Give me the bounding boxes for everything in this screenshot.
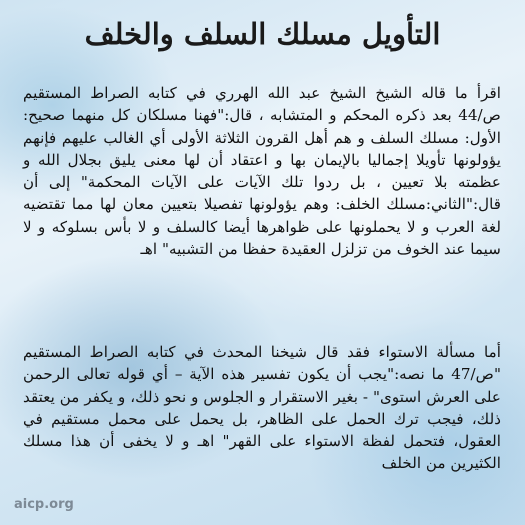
- paragraph-istiwa: أما مسألة الاستواء فقد قال شيخنا المحدث في كتابه الصراط المستقيم "ص/47 ما نصه:"يجب أن يكون تفسير هذه الآية – أي قوله تعالى الرحمن على العرش استوى" - بغير الاستقرار و الجلوس و نحو ذلك، و يكفر من يعتقد ذلك، فيجب ترك الحمل على الظاهر، بل يحمل على محمل مستقيم في العقول، فتحمل لفظة الاستواء على القهر" اهـ و لا يخفى أن هذا مسلك الكثيرين من الخلف: [23, 343, 501, 473]
- card-title: التأويل مسلك السلف والخلف: [84, 17, 441, 51]
- paragraph-salaf-khalaf: اقرأ ما قاله الشيخ الشيخ عبد الله الهرري في كتابه الصراط المستقيم ص/44 بعد ذكره المحكم و المتشابه ، قال:"فهنا مسلكان كل منهما صحيح: الأول: مسلك السلف و هم أهل القرون الثلاثة الأولى أي الغالب عليهم فإنهم يؤولونها تأويلا إجماليا بالإيمان بها و اعتقاد أن لها معنى يليق بجلال الله و عظمته بلا تعيين ، بل ردوا تلك الآيات على الآيات المحكمة" إلى أن قال:"الثاني:مسلك الخلف: وهم يؤولونها تفصيلا بتعيين معان لها مما تقتضيه لغة العرب و لا يحملونها على ظواهرها أيضا كالسلف و لا بأس بسلوكه و لا سيما عند الخوف من تزلزل العقيدة حفظا من التشبيه" اهـ: [23, 84, 501, 259]
- site-watermark: aicp.org: [14, 497, 74, 512]
